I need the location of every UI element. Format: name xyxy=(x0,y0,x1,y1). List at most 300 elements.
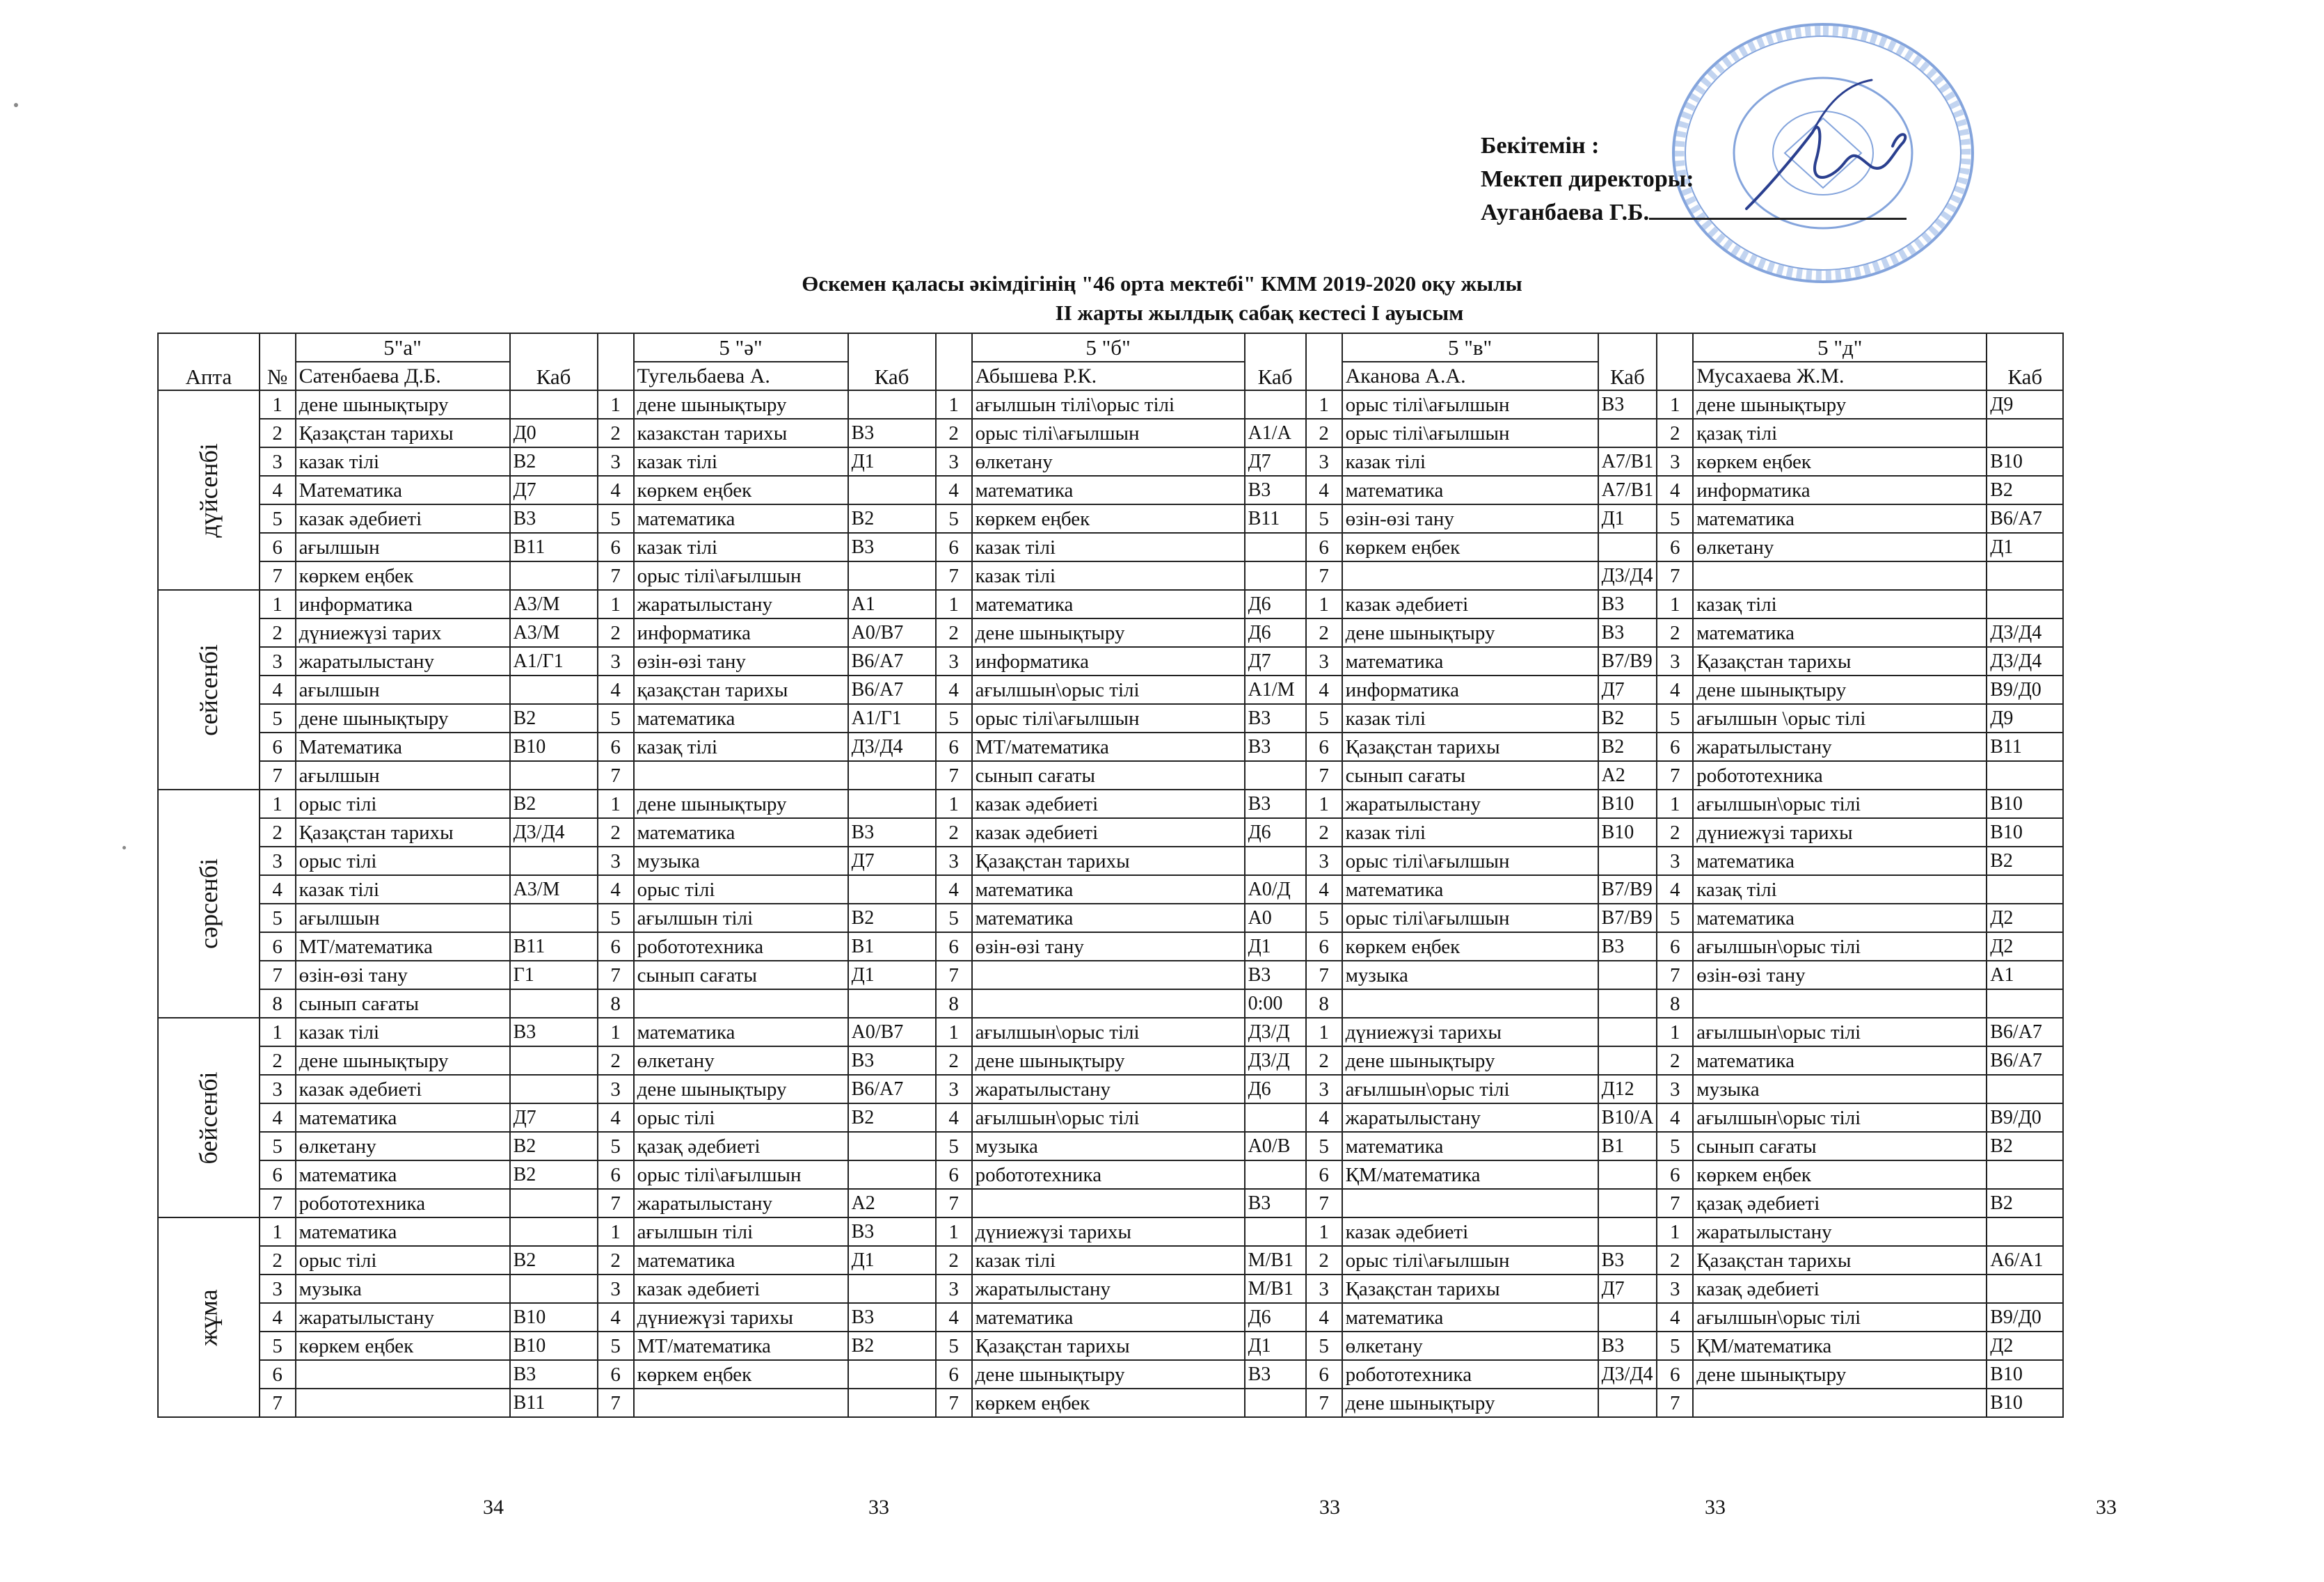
room-cell: В3 xyxy=(1245,733,1306,761)
room-cell: В6/А7 xyxy=(1987,504,2063,533)
room-cell: В10/А xyxy=(1598,1103,1657,1132)
lesson-number: 2 xyxy=(1657,618,1693,647)
lesson-number: 4 xyxy=(1306,476,1342,504)
lesson-number: 5 xyxy=(598,504,634,533)
lesson-number: 3 xyxy=(1657,847,1693,875)
room-cell xyxy=(1598,1389,1657,1417)
room-cell xyxy=(510,989,598,1018)
room-cell: А1/М xyxy=(1245,676,1306,704)
lesson-number: 3 xyxy=(598,847,634,875)
room-cell xyxy=(848,1360,936,1389)
lesson-number: 5 xyxy=(260,704,296,733)
room-cell: А2 xyxy=(1598,761,1657,790)
subject-cell: казак тілі xyxy=(296,447,510,476)
lesson-number: 3 xyxy=(598,1275,634,1303)
subject-cell: казак әдебиеті xyxy=(296,504,510,533)
subject-cell: дүниежүзі тарихы xyxy=(972,1217,1245,1246)
room-cell: В9/Д0 xyxy=(1987,676,2063,704)
day-cell xyxy=(158,390,260,590)
table-row xyxy=(158,1160,2063,1189)
room-cell: В2 xyxy=(1987,476,2063,504)
lesson-number: 4 xyxy=(598,875,634,904)
subject-cell: орыс тілі\ағылшын xyxy=(634,561,848,590)
room-cell: А1 xyxy=(848,590,936,618)
room-cell: В3 xyxy=(1598,618,1657,647)
room-cell xyxy=(1245,1217,1306,1246)
subject-cell: Қазақстан тарихы xyxy=(296,818,510,847)
table-row xyxy=(158,1246,2063,1275)
subject-cell xyxy=(972,961,1245,989)
subject-cell: математика xyxy=(296,1160,510,1189)
room-cell: Д3/Д4 xyxy=(1598,561,1657,590)
lesson-number: 7 xyxy=(1306,761,1342,790)
room-cell xyxy=(1245,847,1306,875)
subject-cell: казак әдебиеті xyxy=(296,1075,510,1103)
class-teacher: Аканова А.А. xyxy=(1342,362,1598,390)
table-row xyxy=(158,504,2063,533)
room-cell: В6/А7 xyxy=(848,647,936,676)
lesson-number: 5 xyxy=(260,504,296,533)
room-cell: В3 xyxy=(848,1046,936,1075)
lesson-number: 1 xyxy=(260,790,296,818)
room-cell: А3/М xyxy=(510,875,598,904)
subject-cell: математика xyxy=(1342,875,1598,904)
subject-cell: математика xyxy=(972,476,1245,504)
lesson-number: 7 xyxy=(598,561,634,590)
lesson-count: 33 xyxy=(1319,1496,1340,1519)
subject-cell: математика xyxy=(1342,647,1598,676)
room-cell: В3 xyxy=(848,1303,936,1332)
room-cell xyxy=(510,676,598,704)
subject-cell: ағылшын xyxy=(296,533,510,561)
room-cell: В3 xyxy=(1245,961,1306,989)
subject-cell: жаратылыстану xyxy=(296,1303,510,1332)
room-cell: Д3/Д4 xyxy=(848,733,936,761)
room-cell: В2 xyxy=(510,1132,598,1160)
number-header: № xyxy=(260,333,296,390)
room-cell: В10 xyxy=(1987,790,2063,818)
lesson-number: 8 xyxy=(936,989,972,1018)
subject-cell: орыс тілі\ағылшын xyxy=(634,1160,848,1189)
lesson-number: 7 xyxy=(936,1389,972,1417)
lesson-number: 2 xyxy=(1306,818,1342,847)
lesson-number: 5 xyxy=(260,1132,296,1160)
lesson-number: 3 xyxy=(1306,1275,1342,1303)
room-cell: В3 xyxy=(510,1360,598,1389)
lesson-number: 3 xyxy=(1306,847,1342,875)
lesson-number: 7 xyxy=(598,961,634,989)
lesson-number: 7 xyxy=(260,761,296,790)
lesson-number: 3 xyxy=(260,1075,296,1103)
day-cell xyxy=(158,1217,260,1417)
lesson-number: 2 xyxy=(598,618,634,647)
lesson-number: 1 xyxy=(1657,790,1693,818)
lesson-number: 7 xyxy=(1657,961,1693,989)
room-cell: Д3/Д xyxy=(1245,1018,1306,1046)
room-cell: Д7 xyxy=(1245,647,1306,676)
subject-cell: көркем еңбек xyxy=(296,1332,510,1360)
room-cell xyxy=(1598,1046,1657,1075)
subject-cell xyxy=(634,989,848,1018)
lesson-number: 5 xyxy=(936,1132,972,1160)
subject-cell: математика xyxy=(1693,904,1987,932)
lesson-number: 7 xyxy=(1657,761,1693,790)
subject-cell: музыка xyxy=(1342,961,1598,989)
subject-cell: казак тілі xyxy=(634,447,848,476)
table-row xyxy=(158,1132,2063,1160)
lesson-number: 5 xyxy=(936,504,972,533)
lesson-number: 6 xyxy=(598,1160,634,1189)
lesson-number: 1 xyxy=(936,1018,972,1046)
room-cell: В6/А7 xyxy=(848,1075,936,1103)
lesson-number: 2 xyxy=(936,1246,972,1275)
lesson-number: 7 xyxy=(936,761,972,790)
lesson-number: 7 xyxy=(1306,561,1342,590)
subject-cell: қазақ тілі xyxy=(1693,419,1987,447)
day-cell xyxy=(158,590,260,790)
lesson-count: 33 xyxy=(2096,1496,2117,1519)
lesson-count: 34 xyxy=(483,1496,504,1519)
room-cell: Д7 xyxy=(1598,1275,1657,1303)
lesson-number: 6 xyxy=(936,1160,972,1189)
subject-cell: көркем еңбек xyxy=(972,1389,1245,1417)
lesson-number: 2 xyxy=(260,1046,296,1075)
room-cell: В2 xyxy=(510,447,598,476)
subject-cell: сынып сағаты xyxy=(634,961,848,989)
lesson-number: 2 xyxy=(1657,818,1693,847)
subject-cell: музыка xyxy=(296,1275,510,1303)
room-cell: В2 xyxy=(1987,847,2063,875)
lesson-number: 6 xyxy=(936,932,972,961)
subject-cell: орыс тілі\ағылшын xyxy=(1342,390,1598,419)
subject-cell: информатика xyxy=(1693,476,1987,504)
room-cell xyxy=(848,1389,936,1417)
room-cell: В3 xyxy=(1245,1189,1306,1217)
subject-cell: дене шынықтыру xyxy=(296,1046,510,1075)
lesson-number: 3 xyxy=(1657,647,1693,676)
subject-cell: казак тілі xyxy=(972,533,1245,561)
lesson-number: 5 xyxy=(1657,904,1693,932)
table-row xyxy=(158,1075,2063,1103)
room-cell: Д7 xyxy=(1245,447,1306,476)
room-cell: Д1 xyxy=(1987,533,2063,561)
subject-cell: дене шынықтыру xyxy=(1693,390,1987,419)
subject-cell: математика xyxy=(634,504,848,533)
subject-cell: МТ/математика xyxy=(634,1332,848,1360)
room-cell: А0/В7 xyxy=(848,1018,936,1046)
room-cell: В3 xyxy=(1245,790,1306,818)
subject-cell xyxy=(296,1389,510,1417)
subject-cell: ағылшын\орыс тілі xyxy=(1693,790,1987,818)
lesson-number: 7 xyxy=(260,1189,296,1217)
room-cell xyxy=(510,904,598,932)
table-row xyxy=(158,932,2063,961)
room-cell xyxy=(1245,390,1306,419)
lesson-count: 33 xyxy=(868,1496,889,1519)
lesson-number: 8 xyxy=(598,989,634,1018)
subject-cell: қазақстан тарихы xyxy=(634,676,848,704)
room-cell xyxy=(1987,875,2063,904)
lesson-number: 5 xyxy=(598,904,634,932)
subject-cell: МТ/математика xyxy=(972,733,1245,761)
room-cell: А3/М xyxy=(510,590,598,618)
room-cell: В2 xyxy=(510,790,598,818)
lesson-number: 4 xyxy=(598,476,634,504)
room-cell xyxy=(1598,1189,1657,1217)
room-cell: В1 xyxy=(848,932,936,961)
room-cell: Д7 xyxy=(510,1103,598,1132)
lesson-number: 2 xyxy=(598,1046,634,1075)
table-row xyxy=(158,1332,2063,1360)
lesson-number: 1 xyxy=(1657,1018,1693,1046)
document-title: Өскемен қаласы әкімдігінің "46 орта мектебі" КММ 2019-2020 оқу жылы xyxy=(802,271,1522,296)
table-row xyxy=(158,1189,2063,1217)
table-row xyxy=(158,790,2063,818)
subject-cell: математика xyxy=(1342,1132,1598,1160)
subject-cell: орыс тілі\ағылшын xyxy=(1342,847,1598,875)
subject-cell: өлкетану xyxy=(972,447,1245,476)
room-cell: Д1 xyxy=(1245,1332,1306,1360)
lesson-number: 4 xyxy=(1657,476,1693,504)
subject-cell: ҚМ/математика xyxy=(1693,1332,1987,1360)
subject-cell: музыка xyxy=(634,847,848,875)
room-cell xyxy=(1598,1160,1657,1189)
day-label: дүйсенбі xyxy=(194,442,223,538)
table-row xyxy=(158,533,2063,561)
room-cell: Д3/Д4 xyxy=(1598,1360,1657,1389)
room-cell: В2 xyxy=(510,1160,598,1189)
subject-cell: математика xyxy=(634,1246,848,1275)
table-row xyxy=(158,733,2063,761)
room-cell: Д7 xyxy=(510,476,598,504)
room-cell: В2 xyxy=(848,1332,936,1360)
subject-cell: Математика xyxy=(296,733,510,761)
room-cell: В9/Д0 xyxy=(1987,1303,2063,1332)
subject-cell: казак тілі xyxy=(1342,447,1598,476)
table-row xyxy=(158,1103,2063,1132)
lesson-number: 5 xyxy=(1306,904,1342,932)
subject-cell xyxy=(1693,989,1987,1018)
subject-cell: орыс тілі xyxy=(634,875,848,904)
room-cell: Д1 xyxy=(848,961,936,989)
subject-cell: дене шынықтыру xyxy=(634,1075,848,1103)
subject-cell: орыс тілі xyxy=(634,1103,848,1132)
subject-cell: жаратылыстану xyxy=(972,1275,1245,1303)
room-cell xyxy=(1598,989,1657,1018)
room-cell xyxy=(1987,1160,2063,1189)
room-cell xyxy=(1245,1160,1306,1189)
subject-cell: дене шынықтыру xyxy=(634,390,848,419)
subject-cell: музыка xyxy=(1693,1075,1987,1103)
room-cell xyxy=(510,1217,598,1246)
room-cell: В3 xyxy=(848,419,936,447)
lesson-number: 2 xyxy=(1306,1246,1342,1275)
class-teacher: Мусахаева Ж.М. xyxy=(1693,362,1987,390)
room-cell xyxy=(1987,419,2063,447)
subject-cell: робототехника xyxy=(1342,1360,1598,1389)
subject-cell: ағылшын\орыс тілі xyxy=(972,1018,1245,1046)
table-row xyxy=(158,818,2063,847)
subject-cell: қазақ әдебиеті xyxy=(634,1132,848,1160)
room-cell xyxy=(1987,590,2063,618)
subject-cell: математика xyxy=(1342,1303,1598,1332)
lesson-number: 3 xyxy=(1306,1075,1342,1103)
table-row xyxy=(158,1360,2063,1389)
class-name: 5 "б" xyxy=(972,333,1245,362)
lesson-number: 4 xyxy=(1306,1103,1342,1132)
schedule-body xyxy=(158,390,2063,1417)
room-cell xyxy=(1598,1217,1657,1246)
lesson-number: 6 xyxy=(1306,932,1342,961)
lesson-number: 2 xyxy=(598,419,634,447)
subject-cell: көркем еңбек xyxy=(634,476,848,504)
lesson-number: 6 xyxy=(598,932,634,961)
subject-cell: Қазақстан тарихы xyxy=(972,847,1245,875)
subject-cell: орыс тілі\ағылшын xyxy=(1342,1246,1598,1275)
lesson-number: 1 xyxy=(260,1018,296,1046)
lesson-number: 1 xyxy=(260,390,296,419)
room-cell xyxy=(1598,1303,1657,1332)
room-cell xyxy=(848,875,936,904)
lesson-number: 6 xyxy=(260,1360,296,1389)
lesson-number: 5 xyxy=(1657,1132,1693,1160)
lesson-number: 1 xyxy=(1306,390,1342,419)
table-row xyxy=(158,447,2063,476)
subject-cell: Қазақстан тарихы xyxy=(1693,647,1987,676)
lesson-number: 1 xyxy=(1306,1018,1342,1046)
lesson-number: 6 xyxy=(260,533,296,561)
lesson-number: 3 xyxy=(1306,647,1342,676)
lesson-number: 4 xyxy=(260,875,296,904)
subject-cell: ағылшын\орыс тілі xyxy=(972,1103,1245,1132)
lesson-number: 4 xyxy=(1657,676,1693,704)
subject-cell: робототехника xyxy=(972,1160,1245,1189)
room-cell xyxy=(848,761,936,790)
lesson-number: 3 xyxy=(260,1275,296,1303)
room-cell: В11 xyxy=(1245,504,1306,533)
subject-cell: көркем еңбек xyxy=(1342,533,1598,561)
table-row xyxy=(158,989,2063,1018)
class-name: 5 "д" xyxy=(1693,333,1987,362)
lesson-number: 6 xyxy=(598,533,634,561)
day-label: сәрсенбі xyxy=(194,858,223,949)
room-cell: А0 xyxy=(1245,904,1306,932)
room-cell xyxy=(848,390,936,419)
lesson-number: 1 xyxy=(260,1217,296,1246)
lesson-number: 6 xyxy=(1306,1160,1342,1189)
subject-cell: ағылшын xyxy=(296,761,510,790)
room-cell xyxy=(1987,761,2063,790)
lesson-number: 1 xyxy=(936,390,972,419)
subject-cell: казақ тілі xyxy=(1693,875,1987,904)
approval-director-title: Мектеп директоры: xyxy=(1481,166,1694,192)
lesson-number: 3 xyxy=(260,647,296,676)
room-cell: В9/Д0 xyxy=(1987,1103,2063,1132)
room-cell: А3/М xyxy=(510,618,598,647)
room-cell: В10 xyxy=(1598,790,1657,818)
subject-cell: жаратылыстану xyxy=(1693,1217,1987,1246)
lesson-number: 3 xyxy=(936,1075,972,1103)
lesson-number: 2 xyxy=(1306,1046,1342,1075)
subject-cell: робототехника xyxy=(296,1189,510,1217)
lesson-number: 3 xyxy=(1657,1075,1693,1103)
room-cell: Д6 xyxy=(1245,1303,1306,1332)
table-row xyxy=(158,390,2063,419)
lesson-number: 7 xyxy=(598,761,634,790)
table-row xyxy=(158,561,2063,590)
subject-cell: көркем еңбек xyxy=(296,561,510,590)
subject-cell: робототехника xyxy=(634,932,848,961)
room-cell: В7/В9 xyxy=(1598,904,1657,932)
subject-cell: дене шынықтыру xyxy=(972,618,1245,647)
room-cell: В10 xyxy=(510,733,598,761)
subject-cell: информатика xyxy=(296,590,510,618)
lesson-number: 2 xyxy=(1657,1046,1693,1075)
signature-line xyxy=(1649,197,1907,220)
subject-cell: өзін-өзі тану xyxy=(972,932,1245,961)
subject-cell: сынып сағаты xyxy=(972,761,1245,790)
room-cell: А1/Г1 xyxy=(510,647,598,676)
approval-block xyxy=(1481,129,1907,230)
subject-cell: өлкетану xyxy=(296,1132,510,1160)
table-row xyxy=(158,647,2063,676)
room-cell xyxy=(848,561,936,590)
lesson-number: 3 xyxy=(1657,1275,1693,1303)
subject-cell: жаратылыстану xyxy=(634,1189,848,1217)
subject-cell xyxy=(634,761,848,790)
room-cell: Д1 xyxy=(1245,932,1306,961)
lesson-number: 7 xyxy=(936,961,972,989)
room-cell: В10 xyxy=(1987,447,2063,476)
room-cell: В1 xyxy=(1598,1132,1657,1160)
room-cell: Д12 xyxy=(1598,1075,1657,1103)
subject-cell: өзін-өзі тану xyxy=(1693,961,1987,989)
room-cell: А0/Д xyxy=(1245,875,1306,904)
class-teacher: Тугельбаева А. xyxy=(634,362,848,390)
subject-cell xyxy=(634,1389,848,1417)
subject-cell: өзін-өзі тану xyxy=(634,647,848,676)
lesson-number: 7 xyxy=(598,1189,634,1217)
subject-cell: казак тілі xyxy=(1342,704,1598,733)
lesson-number: 7 xyxy=(1306,961,1342,989)
day-label: бейсенбі xyxy=(194,1071,223,1165)
lesson-number: 4 xyxy=(598,1103,634,1132)
subject-cell: көркем еңбек xyxy=(1342,932,1598,961)
number-header xyxy=(1306,333,1342,390)
lesson-number: 1 xyxy=(598,790,634,818)
subject-cell: математика xyxy=(634,1018,848,1046)
lesson-number: 5 xyxy=(1657,704,1693,733)
room-cell xyxy=(510,1046,598,1075)
room-cell: А7/В1 xyxy=(1598,476,1657,504)
lesson-number: 2 xyxy=(260,419,296,447)
subject-cell: математика xyxy=(1342,476,1598,504)
room-cell: В2 xyxy=(510,1246,598,1275)
room-cell: Д3/Д xyxy=(1245,1046,1306,1075)
lesson-number: 1 xyxy=(598,590,634,618)
lesson-number: 5 xyxy=(1657,504,1693,533)
lesson-number: 3 xyxy=(936,1275,972,1303)
subject-cell: сынып сағаты xyxy=(296,989,510,1018)
subject-cell: информатика xyxy=(1342,676,1598,704)
room-cell: А2 xyxy=(848,1189,936,1217)
subject-cell: жаратылыстану xyxy=(972,1075,1245,1103)
room-cell xyxy=(1245,1389,1306,1417)
room-cell xyxy=(510,1275,598,1303)
subject-cell: жаратылыстану xyxy=(1342,790,1598,818)
subject-cell: ағылшын тілі xyxy=(634,1217,848,1246)
subject-cell: казак тілі xyxy=(972,561,1245,590)
